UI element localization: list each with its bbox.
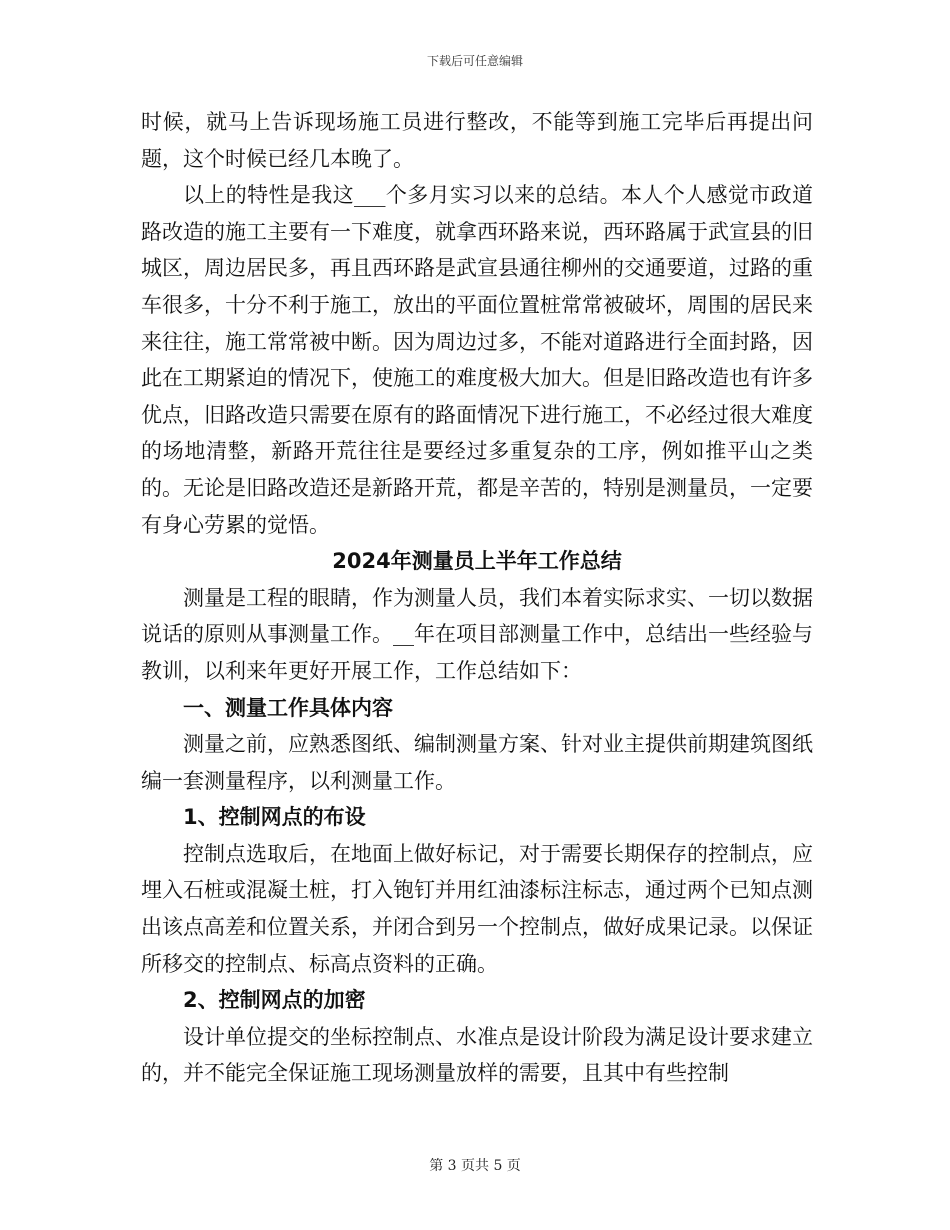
paragraph-5: 控制点选取后，在地面上做好标记，对于需要长期保存的控制点，应埋入石桩或混凝土桩，打入铇钉并用红油漆标注标志，通过两个已知点测出该点高差和位置关系，并闭合到另一个控制点，做好成果记录。以保证所移交的控制点、标高点资料的正确。: [141, 841, 813, 976]
paragraph-4: 测量之前，应熟悉图纸、编制测量方案、针对业主提供前期建筑图纸编一套测量程序，以利测量工作。: [141, 732, 813, 793]
document-body: [141, 104, 813, 1092]
paragraph-6: 设计单位提交的坐标控制点、水准点是设计阶段为满足设计要求建立的，并不能完全保证施工现场测量放样的需要，且其中有些控制: [141, 1024, 813, 1086]
page-header: 下载后可任意编辑: [426, 54, 523, 68]
paragraph-2: 以上的特性是我这___个多月实习以来的总结。本人个人感觉市政道路改造的施工主要有一下难度，就拿西环路来说，西环路属于武宣县的旧城区，周边居民多，再且西环路是武宣县通往柳州的交通要道，过路的重车很多，十分不利于施工，放出的平面位置桩常常被破坏，周围的居民来来往往，施工常常被中断。因为周边过多，不能对道路进行全面封路，因此在工期紧迫的情况下，使施工的难度极大加大。但是旧路改造也有许多优点，旧路改造只需要在原有的路面情况下进行施工，不必经过很大难度的场地清整，新路开荒往往是要经过多重复杂的工序，例如推平山之类的。无论是旧路改造还是新路开荒，都是辛苦的，特别是测量员，一定要有身心劳累的觉悟。: [141, 183, 813, 537]
heading-3: 2、控制网点的加密: [183, 988, 366, 1013]
paragraph-1: 时候，就马上告诉现场施工员进行整改，不能等到施工完毕后再提出问题，这个时候已经几本晚了。: [141, 110, 813, 171]
heading-1: 一、测量工作具体内容: [183, 695, 393, 720]
paragraph-3: 测量是工程的眼睛，作为测量人员，我们本着实际求实、一切以数据说话的原则从事测量工作。__年在项目部测量工作中，总结出一些经验与教训，以利来年更好开展工作，工作总结如下：: [141, 585, 813, 683]
page-footer: 第 3 页共 5 页: [429, 1158, 521, 1174]
section-title: 2024年测量员上半年工作总结: [332, 549, 622, 574]
heading-2: 1、控制网点的布设: [183, 805, 366, 830]
